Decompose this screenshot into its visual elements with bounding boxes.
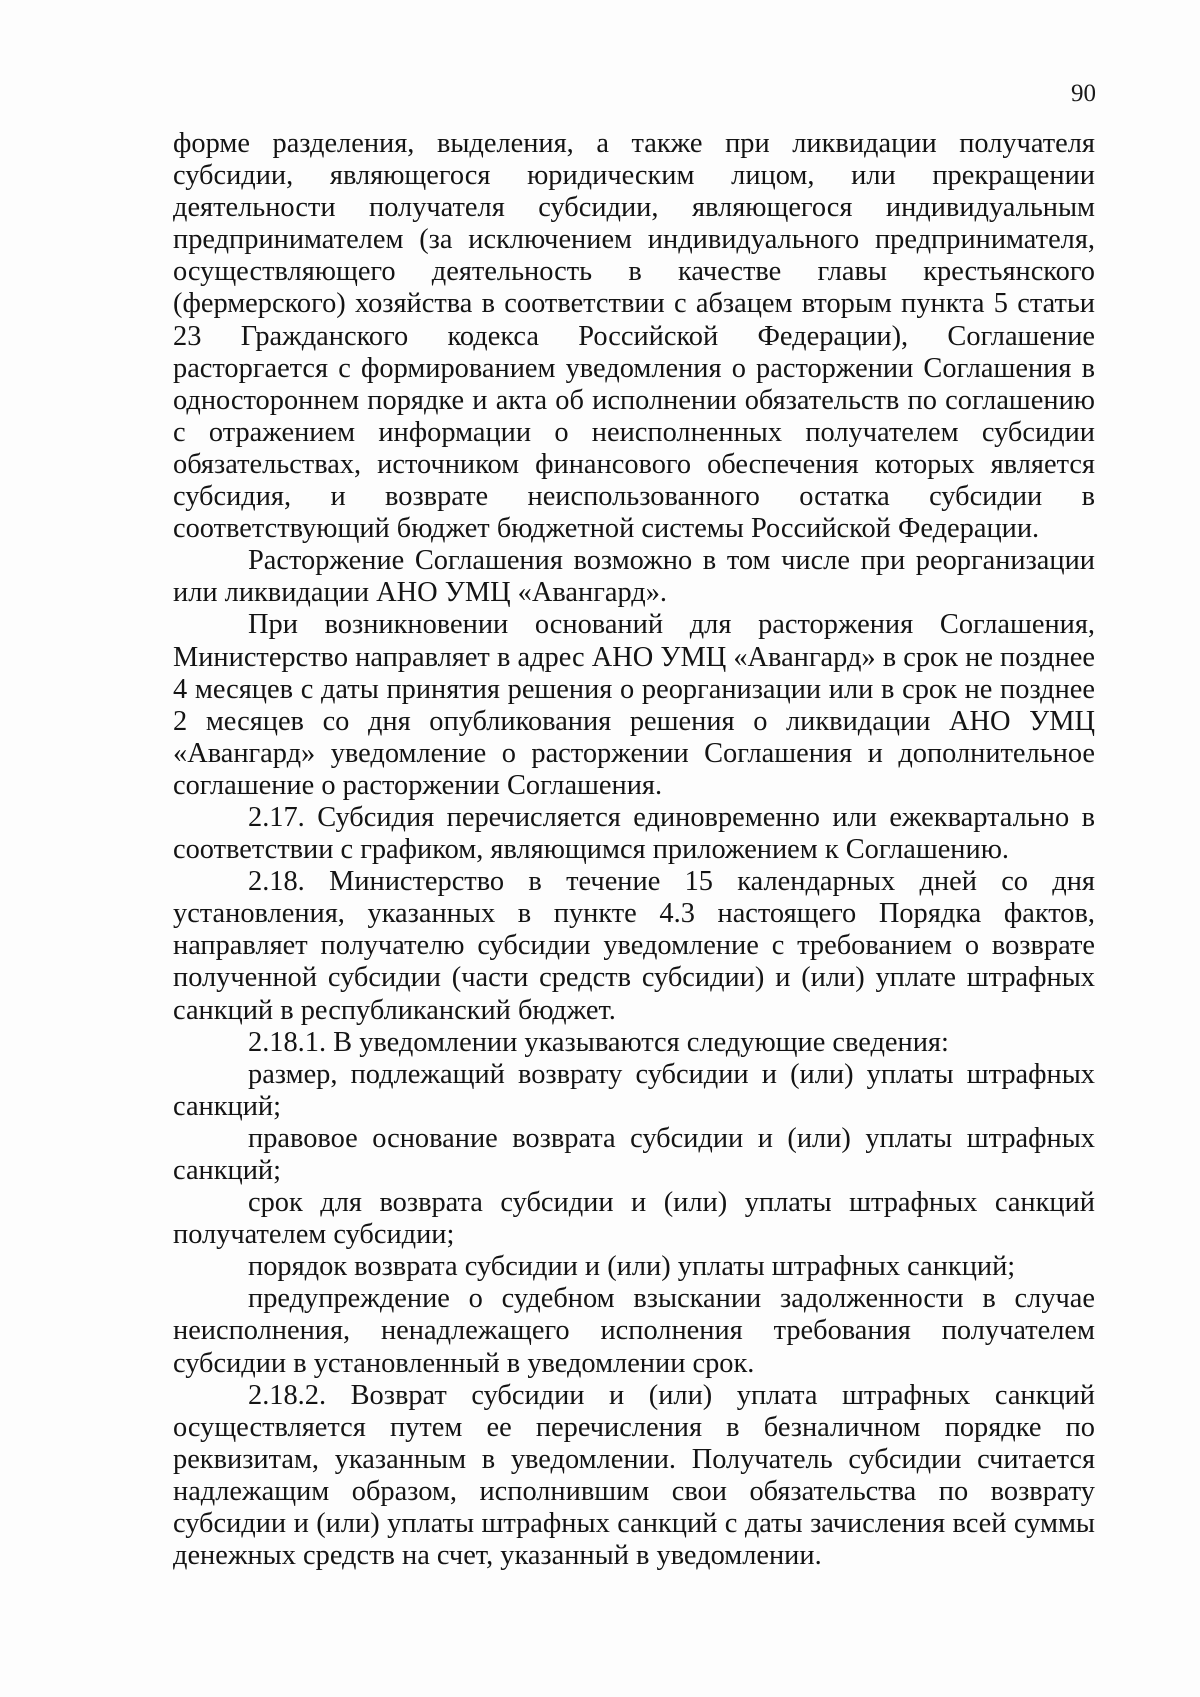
paragraph-termination-reorganization: Расторжение Соглашения возможно в том числе при реорганизации или ликвидации АНО УМЦ «Авангард».: [173, 545, 1095, 609]
paragraph-2-18-1: 2.18.1. В уведомлении указываются следующие сведения:: [248, 1026, 949, 1058]
paragraph-2-17: 2.17. Субсидия перечисляется единовременно или ежеквартально в соответствии с графиком, являющимся приложением к Соглашению.: [173, 801, 1095, 866]
paragraph-continuation: форме разделения, выделения, а также при ликвидации получателя субсидии, являющегося юридическим лицом, или прекращении деятельности получателя субсидии, являющегося индивидуальным предпринимателем (за исключением индивидуального предпринимателя, осуществляющего деятельность в качестве главы крестьянского (фермерского) хозяйства в соответствии с абзацем вторым пункта 5 статьи 23 Гражданского кодекса Российской Федерации), Соглашение расторгается с формированием уведомления о расторжении Соглашения в одностороннем порядке и акта об исполнении обязательств по соглашению с отражением информации о неисполненных получателем субсидии обязательствах, источником финансового обеспечения которых является субсидия, и возврате неиспользованного остатка субсидии в соответствующий бюджет бюджетной системы Российской Федерации.: [173, 128, 1095, 545]
document-body: [173, 128, 1095, 1572]
list-item-procedure: порядок возврата субсидии и (или) уплаты штрафных санкций;: [248, 1251, 1016, 1283]
page-number: 90: [1071, 80, 1096, 107]
list-item-deadline: срок для возврата субсидии и (или) уплаты штрафных санкций получателем субсидии;: [173, 1187, 1095, 1251]
paragraph-2-18-2: 2.18.2. Возврат субсидии и (или) уплата штрафных санкций осуществляется путем ее перечисления в безналичном порядке по реквизитам, указанным в уведомлении. Получатель субсидии считается надлежащим образом, исполнившим свои обязательства по возврату субсидии и (или) уплаты штрафных санкций с даты зачисления всей суммы денежных средств на счет, указанный в уведомлении.: [173, 1379, 1095, 1572]
list-item-amount: размер, подлежащий возврату субсидии и (или) уплаты штрафных санкций;: [173, 1058, 1095, 1122]
paragraph-2-18: 2.18. Министерство в течение 15 календарных дней со дня установления, указанных в пункте 4.3 настоящего Порядка фактов, направляет получателю субсидии уведомление с требованием о возврате полученной субсидии (части средств субсидии) и (или) уплате штрафных санкций в республиканский бюджет.: [173, 866, 1095, 1026]
list-item-legal-basis: правовое основание возврата субсидии и (или) уплаты штрафных санкций;: [173, 1122, 1095, 1186]
paragraph-termination-notice: При возникновении оснований для расторжения Соглашения, Министерство направляет в адрес АНО УМЦ «Авангард» в срок не позднее 4 месяцев с даты принятия решения о реорганизации или в срок не позднее 2 месяцев со дня опубликования решения о ликвидации АНО УМЦ «Авангард» уведомление о расторжении Соглашения и дополнительное соглашение о расторжении Соглашения.: [173, 609, 1095, 801]
list-item-warning: предупреждение о судебном взыскании задолженности в случае неисполнения, ненадлежащего исполнения требования получателем субсидии в установленный в уведомлении срок.: [173, 1283, 1095, 1379]
